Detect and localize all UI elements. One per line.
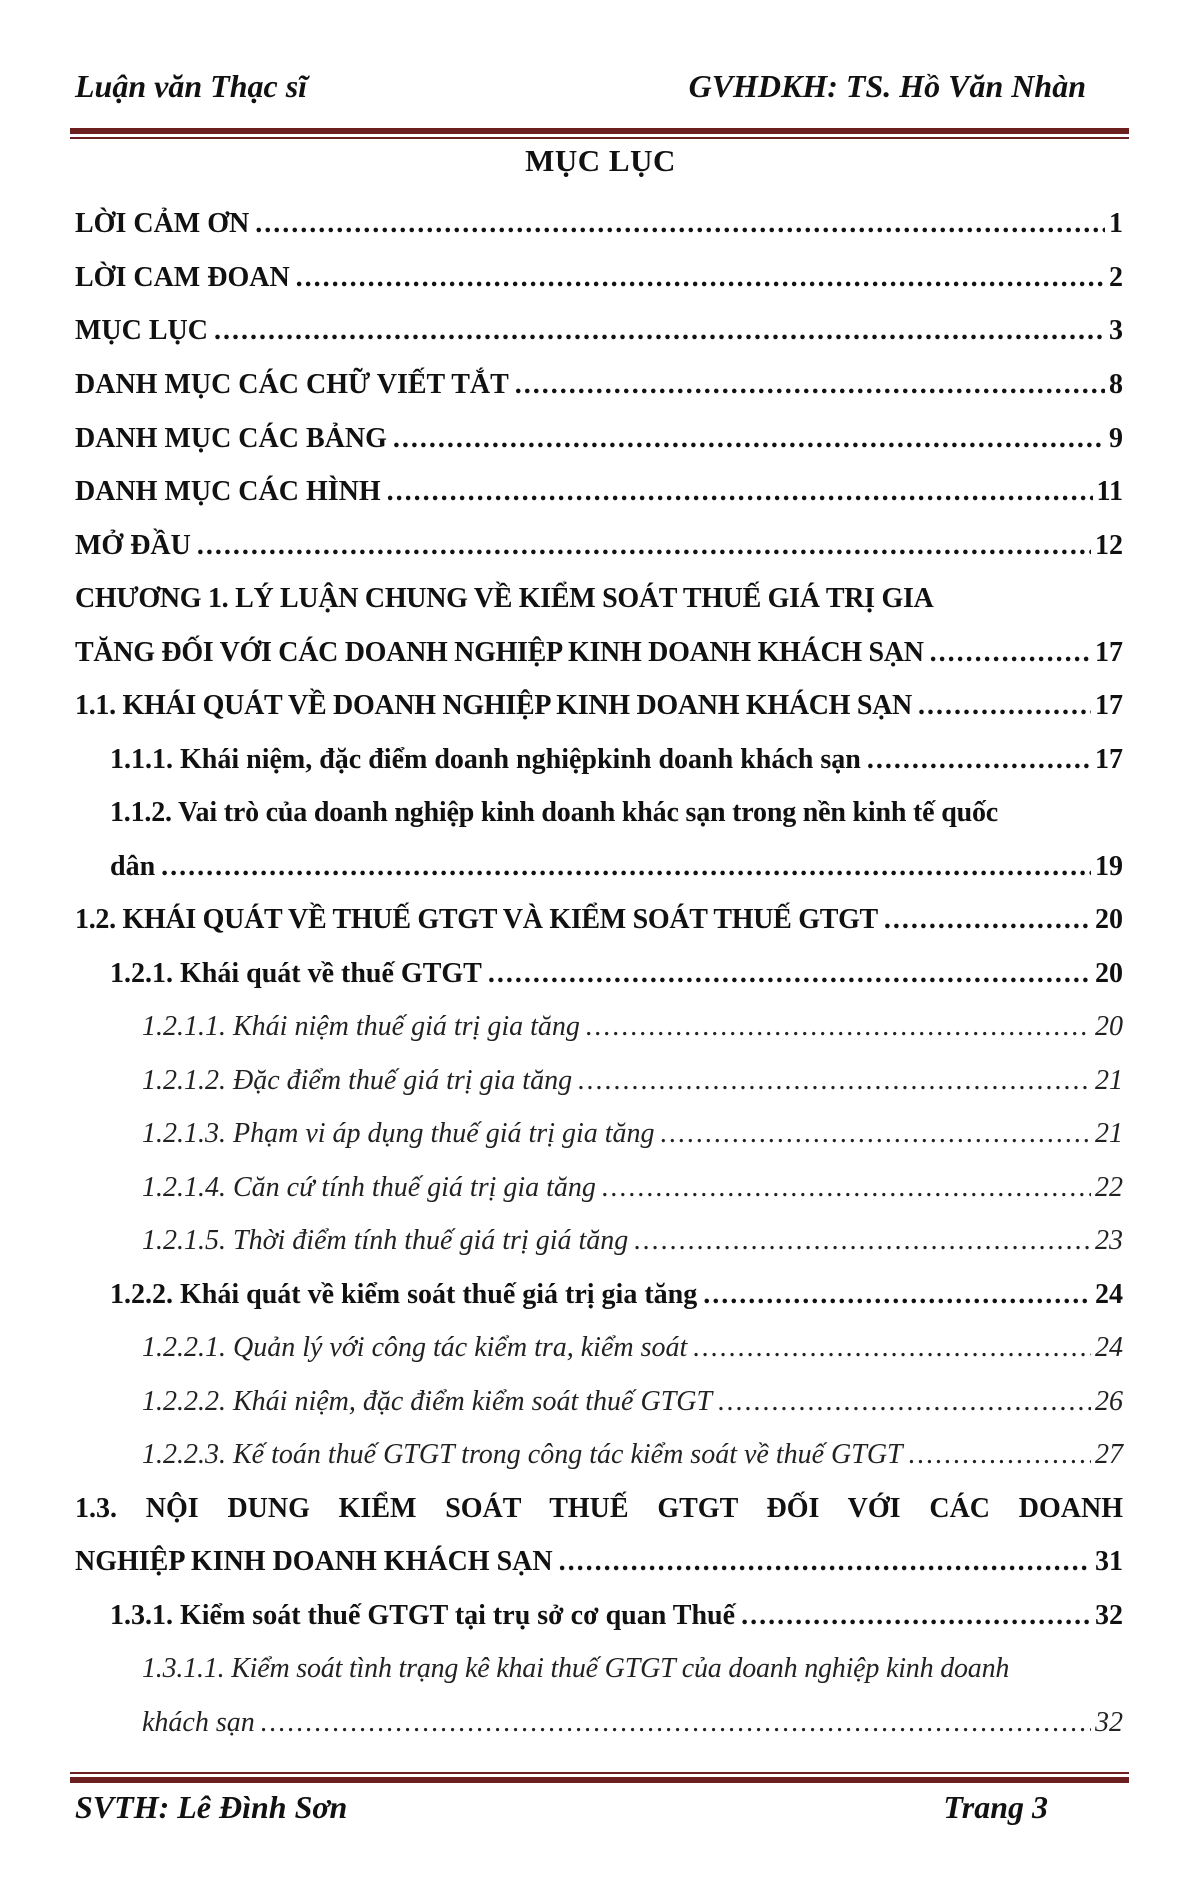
toc-entry-text: LỜI CẢM ƠN: [75, 208, 250, 239]
toc-entry[interactable]: [142, 1332, 1123, 1364]
toc-leader-dots: [918, 690, 1091, 722]
toc-entry-text: 1.2.1.1. Khái niệm thuế giá trị gia tăng: [142, 1011, 580, 1042]
toc-entry-page: 8: [1109, 369, 1123, 400]
toc-entry-text: DANH MỤC CÁC HÌNH: [75, 476, 381, 507]
toc-entry-page: 20: [1095, 904, 1123, 935]
toc-entry-line1[interactable]: 1.1.2. Vai trò của doanh nghiệp kinh doanh khác sạn trong nền kinh tế quốc: [110, 797, 998, 828]
toc-entry[interactable]: [75, 315, 1123, 347]
toc-leader-dots: [602, 1172, 1091, 1204]
toc-entry-text: 1.1.1. Khái niệm, đặc điểm doanh nghiệpkinh doanh khách sạn: [110, 744, 861, 775]
toc-leader-dots: [161, 851, 1091, 883]
footer-divider: [70, 1772, 1129, 1783]
toc-entry-text: 1.2.2.1. Quản lý với công tác kiểm tra, kiểm soát: [142, 1332, 688, 1363]
toc-entry-page: 11: [1096, 476, 1123, 507]
toc-entry-text: DANH MỤC CÁC CHỮ VIẾT TẮT: [75, 369, 509, 400]
toc-entry-page: 24: [1095, 1279, 1123, 1310]
footer-page-number: Trang 3: [943, 1789, 1048, 1825]
toc-entry-text: DANH MỤC CÁC BẢNG: [75, 423, 387, 454]
toc-entry-text: 1.2.1. Khái quát về thuế GTGT: [110, 958, 482, 989]
toc-leader-dots: [867, 744, 1091, 776]
toc-entry[interactable]: [110, 1279, 1123, 1311]
toc-entry[interactable]: [142, 1172, 1123, 1204]
toc-leader-dots: [586, 1011, 1091, 1043]
header-thesis-label: Luận văn Thạc sĩ: [75, 68, 308, 104]
toc-entry-text: dân: [110, 851, 156, 882]
toc-entry[interactable]: [75, 423, 1123, 455]
toc-entry[interactable]: [110, 851, 1123, 883]
toc-entry-text: 1.1. KHÁI QUÁT VỀ DOANH NGHIỆP KINH DOANH KHÁCH SẠN: [75, 690, 912, 721]
toc-entry-page: 22: [1095, 1172, 1123, 1203]
toc-entry[interactable]: [75, 476, 1123, 508]
toc-entry[interactable]: [142, 1225, 1123, 1257]
toc-entry-page: 32: [1095, 1600, 1123, 1631]
toc-entry-page: 2: [1109, 262, 1123, 293]
toc-entry[interactable]: [75, 530, 1123, 562]
toc-leader-dots: [515, 369, 1105, 401]
toc-entry[interactable]: [75, 369, 1123, 401]
toc-entry[interactable]: [142, 1707, 1123, 1739]
toc-entry[interactable]: [110, 744, 1123, 776]
toc-leader-dots: [559, 1546, 1091, 1578]
toc-entry-text: NGHIỆP KINH DOANH KHÁCH SẠN: [75, 1546, 553, 1577]
toc-entry-text: 1.2. KHÁI QUÁT VỀ THUẾ GTGT VÀ KIỂM SOÁT THUẾ GTGT: [75, 904, 878, 935]
toc-entry-text: MỤC LỤC: [75, 315, 208, 346]
toc-entry-page: 17: [1095, 744, 1123, 775]
toc-entry-page: 24: [1095, 1332, 1123, 1363]
toc-entry-text: 1.2.1.5. Thời điểm tính thuế giá trị giá tăng: [142, 1225, 629, 1256]
toc-entry-page: 12: [1095, 530, 1123, 561]
page-title: MỤC LỤC: [525, 143, 676, 178]
toc-leader-dots: [578, 1065, 1091, 1097]
toc-entry-line1[interactable]: 1.3.1.1. Kiểm soát tình trạng kê khai thuế GTGT của doanh nghiệp kinh doanh: [142, 1653, 1010, 1684]
toc-leader-dots: [884, 904, 1091, 936]
toc-entry-page: 17: [1095, 690, 1123, 721]
toc-entry-page: 17: [1095, 637, 1123, 668]
header-divider: [70, 128, 1129, 139]
toc-entry[interactable]: [142, 1118, 1123, 1150]
toc-entry-page: 19: [1095, 851, 1123, 882]
toc-entry[interactable]: [142, 1011, 1123, 1043]
toc-leader-dots: [387, 476, 1093, 508]
toc-leader-dots: [693, 1332, 1091, 1364]
toc-entry-page: 3: [1109, 315, 1123, 346]
toc-leader-dots: [261, 1707, 1091, 1739]
page-footer: [75, 1785, 1126, 1833]
toc-entry-page: 32: [1095, 1707, 1123, 1738]
toc-entry-text: 1.2.2.3. Kế toán thuế GTGT trong công tác kiểm soát về thuế GTGT: [142, 1439, 903, 1470]
toc-entry[interactable]: [75, 262, 1123, 294]
toc-leader-dots: [718, 1386, 1091, 1418]
toc-entry-page: 21: [1095, 1118, 1123, 1149]
toc-entry[interactable]: [75, 1546, 1123, 1578]
toc-entry-text: 1.2.1.4. Căn cứ tính thuế giá trị gia tăng: [142, 1172, 596, 1203]
toc-leader-dots: [909, 1439, 1091, 1471]
toc-entry-text: khách sạn: [142, 1707, 255, 1738]
toc-entry[interactable]: [110, 1600, 1123, 1632]
toc-leader-dots: [393, 423, 1105, 455]
toc-entry-text: MỞ ĐẦU: [75, 530, 191, 561]
toc-entry-text: 1.2.2.2. Khái niệm, đặc điểm kiểm soát thuế GTGT: [142, 1386, 713, 1417]
header-advisor: GVHDKH: TS. Hồ Văn Nhàn: [688, 68, 1086, 104]
toc-leader-dots: [661, 1118, 1091, 1150]
toc-entry-page: 26: [1095, 1386, 1123, 1417]
toc-leader-dots: [634, 1225, 1091, 1257]
toc-entry-page: 31: [1095, 1546, 1123, 1577]
toc-leader-dots: [197, 530, 1091, 562]
toc-entry[interactable]: [75, 690, 1123, 722]
toc-entry[interactable]: [142, 1386, 1123, 1418]
toc-leader-dots: [703, 1279, 1091, 1311]
toc-entry-text: TĂNG ĐỐI VỚI CÁC DOANH NGHIỆP KINH DOANH KHÁCH SẠN: [75, 637, 924, 668]
toc-leader-dots: [296, 262, 1105, 294]
toc-entry-line1[interactable]: 1.3. NỘI DUNG KIỂM SOÁT THUẾ GTGT ĐỐI VỚI CÁC DOANH: [75, 1493, 1123, 1524]
toc-entry-text: 1.2.1.3. Phạm vi áp dụng thuế giá trị gia tăng: [142, 1118, 655, 1149]
toc-entry-text: LỜI CAM ĐOAN: [75, 262, 290, 293]
toc-entry[interactable]: [75, 637, 1123, 669]
toc-leader-dots: [488, 958, 1091, 990]
toc-entry-text: 1.2.2. Khái quát về kiểm soát thuế giá trị gia tăng: [110, 1279, 698, 1310]
toc-entry-page: 20: [1095, 958, 1123, 989]
toc-entry[interactable]: [75, 904, 1123, 936]
toc-entry[interactable]: [75, 208, 1123, 240]
toc-entry-line1[interactable]: CHƯƠNG 1. LÝ LUẬN CHUNG VỀ KIỂM SOÁT THUẾ GIÁ TRỊ GIA: [75, 583, 934, 614]
toc-entry-page: 27: [1095, 1439, 1123, 1470]
toc-entry-page: 1: [1109, 208, 1123, 239]
toc-entry-text: 1.3.1. Kiểm soát thuế GTGT tại trụ sở cơ quan Thuế: [110, 1600, 736, 1631]
toc-entry[interactable]: [142, 1065, 1123, 1097]
page-header: [75, 62, 1126, 110]
footer-student: SVTH: Lê Đình Sơn: [75, 1789, 348, 1825]
toc-leader-dots: [930, 637, 1091, 669]
toc-entry-page: 9: [1109, 423, 1123, 454]
toc-leader-dots: [214, 315, 1105, 347]
toc-leader-dots: [741, 1600, 1091, 1632]
toc-entry[interactable]: [142, 1439, 1123, 1471]
toc-entry-page: 20: [1095, 1011, 1123, 1042]
toc-entry-page: 23: [1095, 1225, 1123, 1256]
toc-leader-dots: [255, 208, 1105, 240]
toc-entry[interactable]: [110, 958, 1123, 990]
toc-entry-page: 21: [1095, 1065, 1123, 1096]
toc-entry-text: 1.2.1.2. Đặc điểm thuế giá trị gia tăng: [142, 1065, 573, 1096]
